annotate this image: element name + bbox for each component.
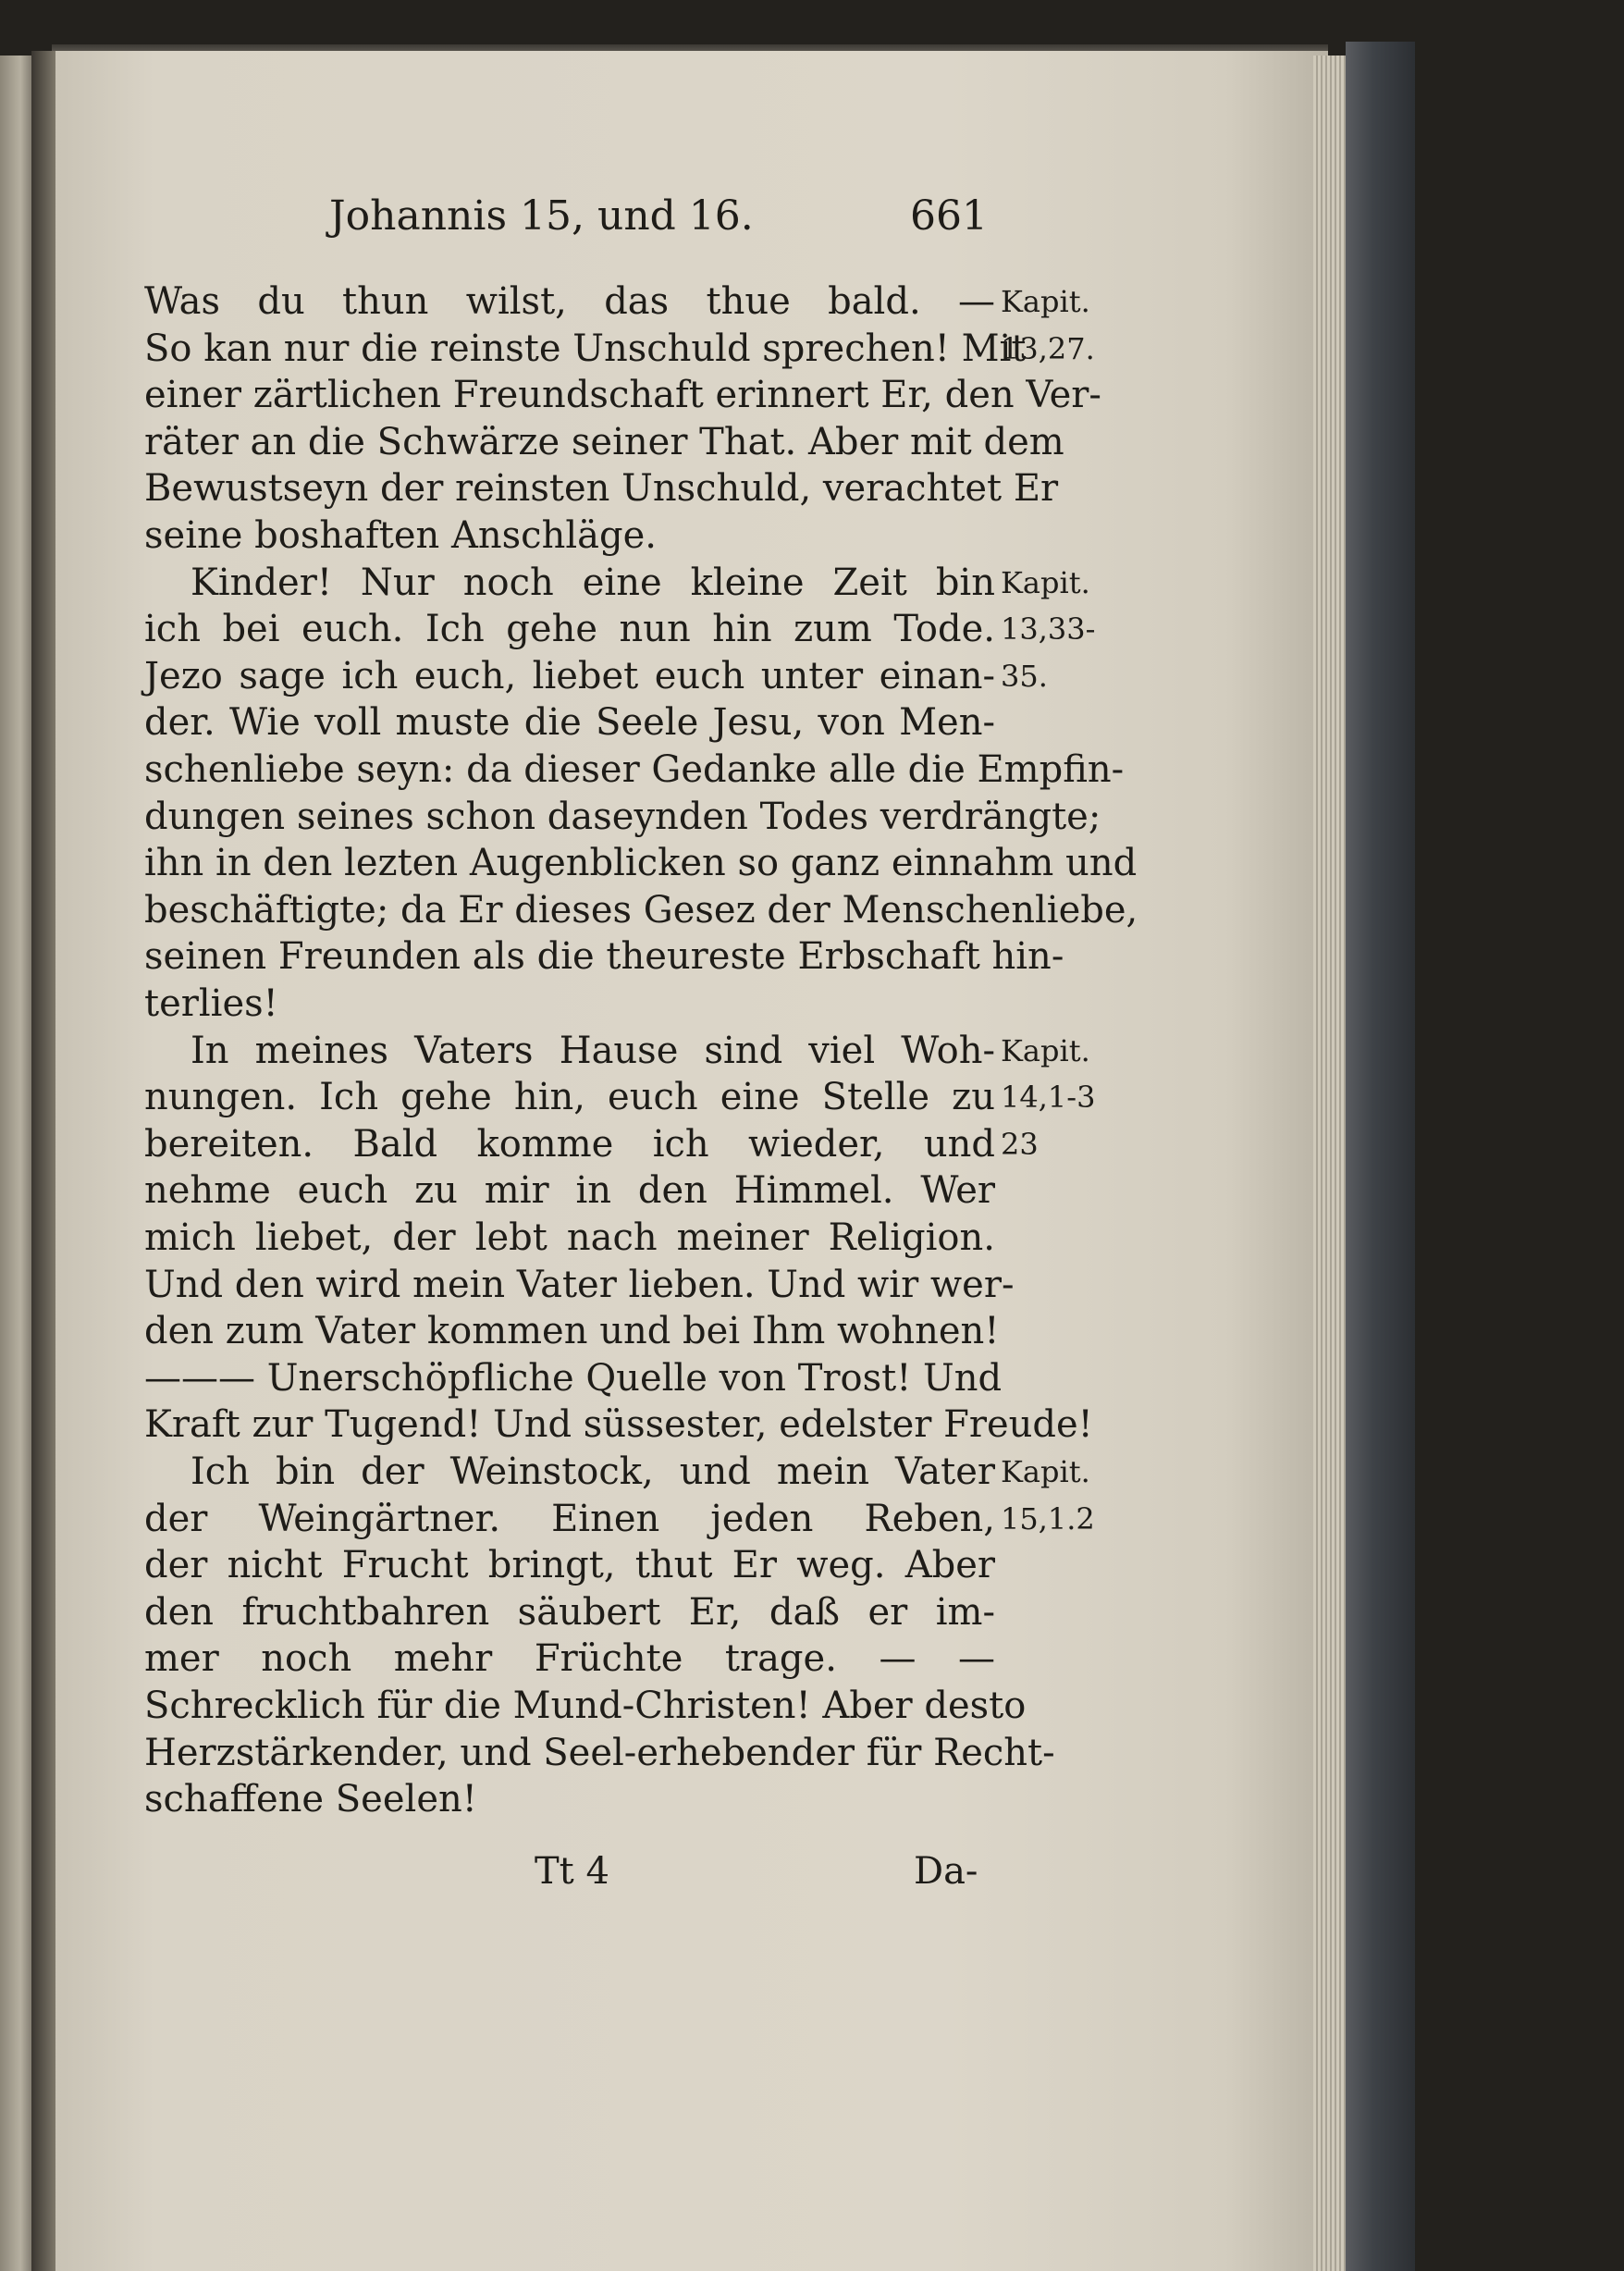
cover-board (1346, 42, 1415, 2271)
margin-note: Kapit. (1001, 1454, 1090, 1489)
text-line: bereiten. Bald komme ich wieder, und (144, 1122, 995, 1166)
text-line: räter an die Schwärze seiner That. Aber mit dem (144, 420, 1064, 463)
margin-note: 13,33- (1001, 611, 1096, 648)
text-line: den fruchtbahren säubert Er, daß er im- (144, 1590, 995, 1634)
margin-note: Kapit. (1001, 564, 1090, 600)
margin-note: Kapit. (1001, 284, 1090, 319)
text-line: terlies! (144, 982, 278, 1025)
page-stack-edge (1313, 56, 1350, 2271)
text-line: Bewustseyn der reinsten Unschuld, verachtet Er (144, 467, 1059, 511)
margin-note: 13,27. (1001, 330, 1095, 366)
running-title: Johannis 15, und 16. (329, 192, 754, 240)
margin-note: 35. (1001, 658, 1048, 694)
text-line: der nicht Frucht bringt, thut Er weg. Aber (144, 1544, 995, 1587)
catchword: Da- (914, 1850, 978, 1893)
text-line: Ich bin der Weinstock, und mein Vater (191, 1450, 995, 1493)
text-line: der Weingärtner. Einen jeden Reben, (144, 1497, 995, 1540)
margin-note: 23 (1001, 1126, 1039, 1162)
text-line: Kraft zur Tugend! Und süssester, edelster Freude! (144, 1403, 1093, 1447)
text-line: ——— Unerschöpfliche Quelle von Trost! Und (144, 1356, 1003, 1400)
text-line: So kan nur die reinste Unschuld sprechen! Mit (144, 327, 1027, 370)
text-line: Jezo sage ich euch, liebet euch unter einan- (144, 654, 995, 697)
text-line: Und den wird mein Vater lieben. Und wir wer- (144, 1263, 1015, 1306)
text-line: seine boshaften Anschläge. (144, 514, 657, 557)
text-line: nungen. Ich gehe hin, euch eine Stelle zu (144, 1076, 995, 1119)
text-line: Herzstärkender, und Seel-erhebender für Recht- (144, 1731, 1055, 1774)
running-head (329, 192, 995, 248)
text-line: den zum Vater kommen und bei Ihm wohnen! (144, 1310, 1000, 1353)
margin-note: Kapit. (1001, 1032, 1090, 1068)
text-line: einer zärtlichen Freundschaft erinnert Er, den Ver- (144, 374, 1101, 417)
margin-note: 15,1.2 (1001, 1500, 1095, 1537)
text-line: seinen Freunden als die theureste Erbschaft hin- (144, 935, 1064, 979)
text-line: dungen seines schon daseynden Todes verdrängte; (144, 795, 1101, 838)
margin-note: 14,1-3 (1001, 1080, 1096, 1116)
signature-mark: Tt 4 (535, 1850, 609, 1893)
text-line: mich liebet, der lebt nach meiner Religion. (144, 1216, 995, 1259)
text-line: schaffene Seelen! (144, 1778, 477, 1821)
gutter-shadow (31, 51, 55, 2271)
text-line: nehme euch zu mir in den Himmel. Wer (144, 1169, 995, 1213)
text-line: Was du thun wilst, das thue bald. — (144, 280, 995, 323)
text-line: Schrecklich für die Mund-Christen! Aber desto (144, 1685, 1027, 1727)
text-line: ich bei euch. Ich gehe nun hin zum Tode. (144, 608, 995, 651)
text-line: In meines Vaters Hause sind viel Woh- (191, 1029, 995, 1072)
text-line: beschäftigte; da Er dieses Gesez der Menschenliebe, (144, 888, 1138, 932)
page-number: 661 (910, 192, 988, 240)
text-line: der. Wie voll muste die Seele Jesu, von Men- (144, 701, 995, 745)
text-line: schenliebe seyn: da dieser Gedanke alle die Empfin- (144, 748, 1125, 791)
text-line: Kinder! Nur noch eine kleine Zeit bin (191, 561, 995, 604)
text-line: ihn in den lezten Augenblicken so ganz einnahm und (144, 842, 1138, 885)
text-line: mer noch mehr Früchte trage. — — (144, 1637, 995, 1681)
